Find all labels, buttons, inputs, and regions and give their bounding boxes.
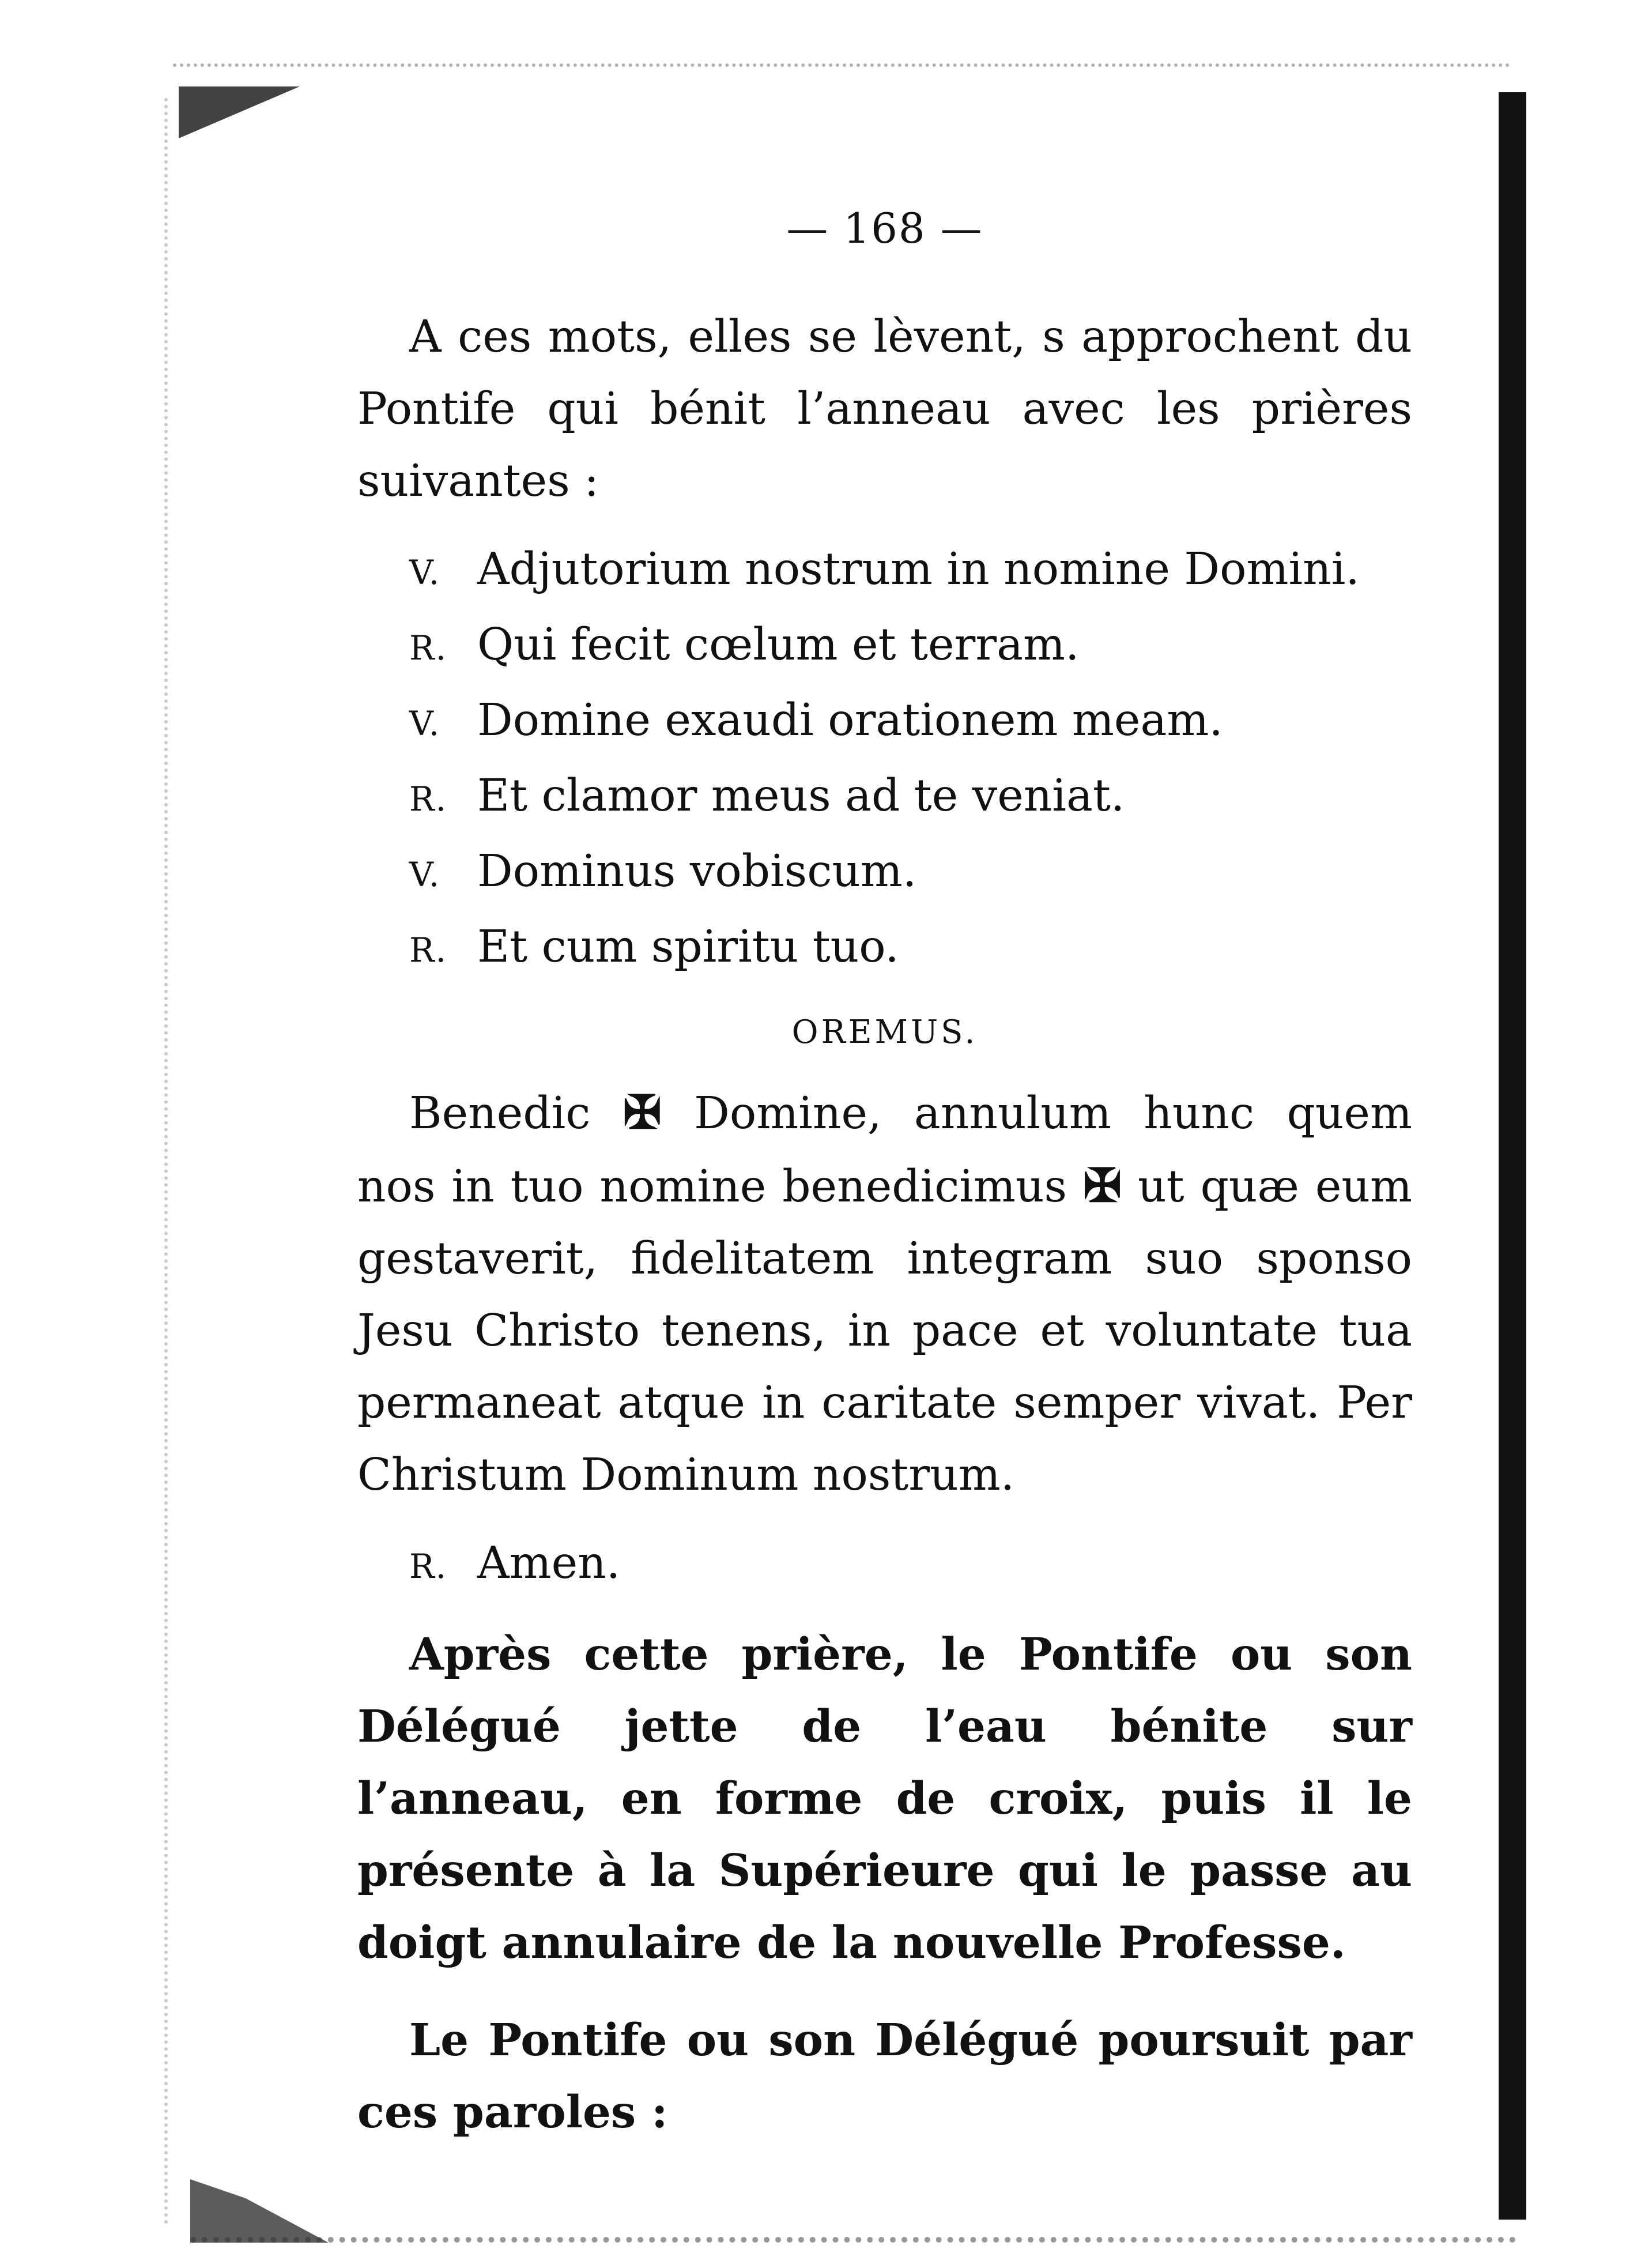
- book-spine-shadow: [1499, 92, 1526, 2220]
- versicle-sigil: V.: [409, 553, 441, 592]
- response-sigil: R.: [409, 1547, 448, 1586]
- prayer-text: Domine, annulum hunc quem nos in tuo nomine benedicimus: [357, 1088, 1412, 1212]
- versicle-text: Adjutorium nostrum in nomine Domini.: [477, 544, 1360, 595]
- scan-edge-bottom: [190, 2202, 1516, 2243]
- versicle-line: [357, 835, 1412, 911]
- amen-text: Amen.: [477, 1538, 621, 1589]
- response-text: Et clamor meus ad te veniat.: [477, 770, 1125, 822]
- prayer-paragraph: [357, 1076, 1412, 1511]
- scan-edge-top: [173, 63, 1510, 84]
- rubric-paragraph: Après cette prière, le Pontife ou son Délégué jette de l’eau bénite sur l’anneau, en forme de croix, puis il le présente à la Supérieure qui le passe au doigt annulaire de la nouvelle Professe.: [357, 1629, 1412, 1969]
- response-line: [357, 911, 1412, 986]
- response-text: Et cum spiritu tuo.: [477, 921, 899, 973]
- prayer-text: Benedic: [409, 1088, 623, 1139]
- scan-corner-shadow-top: [179, 86, 300, 138]
- versicle-sigil: V.: [409, 704, 441, 743]
- scan-edge-left: [164, 98, 179, 2225]
- cross-icon: ✠: [623, 1085, 662, 1139]
- amen-line: [357, 1527, 1412, 1603]
- rubric-paragraph: Le Pontife ou son Délégué poursuit par ces paroles :: [357, 2014, 1412, 2138]
- versicle-text: Dominus vobiscum.: [477, 846, 917, 897]
- response-line: [357, 760, 1412, 835]
- cross-icon: ✠: [1083, 1158, 1122, 1212]
- versicle-line: [357, 684, 1412, 760]
- versicle-sigil: V.: [409, 855, 441, 894]
- versicle-text: Domine exaudi orationem meam.: [477, 695, 1223, 746]
- response-text: Qui fecit cœlum et terram.: [477, 619, 1080, 670]
- page-text: [357, 204, 1412, 2149]
- oremus-heading: OREMUS.: [791, 1014, 978, 1051]
- intro-paragraph: A ces mots, elles se lèvent, s approchent du Pontife qui bénit l’anneau avec les prières suivantes :: [357, 311, 1412, 507]
- response-sigil: R.: [409, 779, 448, 819]
- versicle-line: [357, 533, 1412, 609]
- prayer-text: ut quæ eum gestaverit, fidelitatem integram suo sponso Jesu Christo tenens, in pace et voluntate tua permaneat atque in caritate semper vivat. Per Christum Dominum nostrum.: [357, 1161, 1412, 1501]
- response-line: [357, 609, 1412, 684]
- response-sigil: R.: [409, 930, 448, 970]
- page-number: — 168 —: [786, 204, 983, 253]
- response-sigil: R.: [409, 628, 448, 668]
